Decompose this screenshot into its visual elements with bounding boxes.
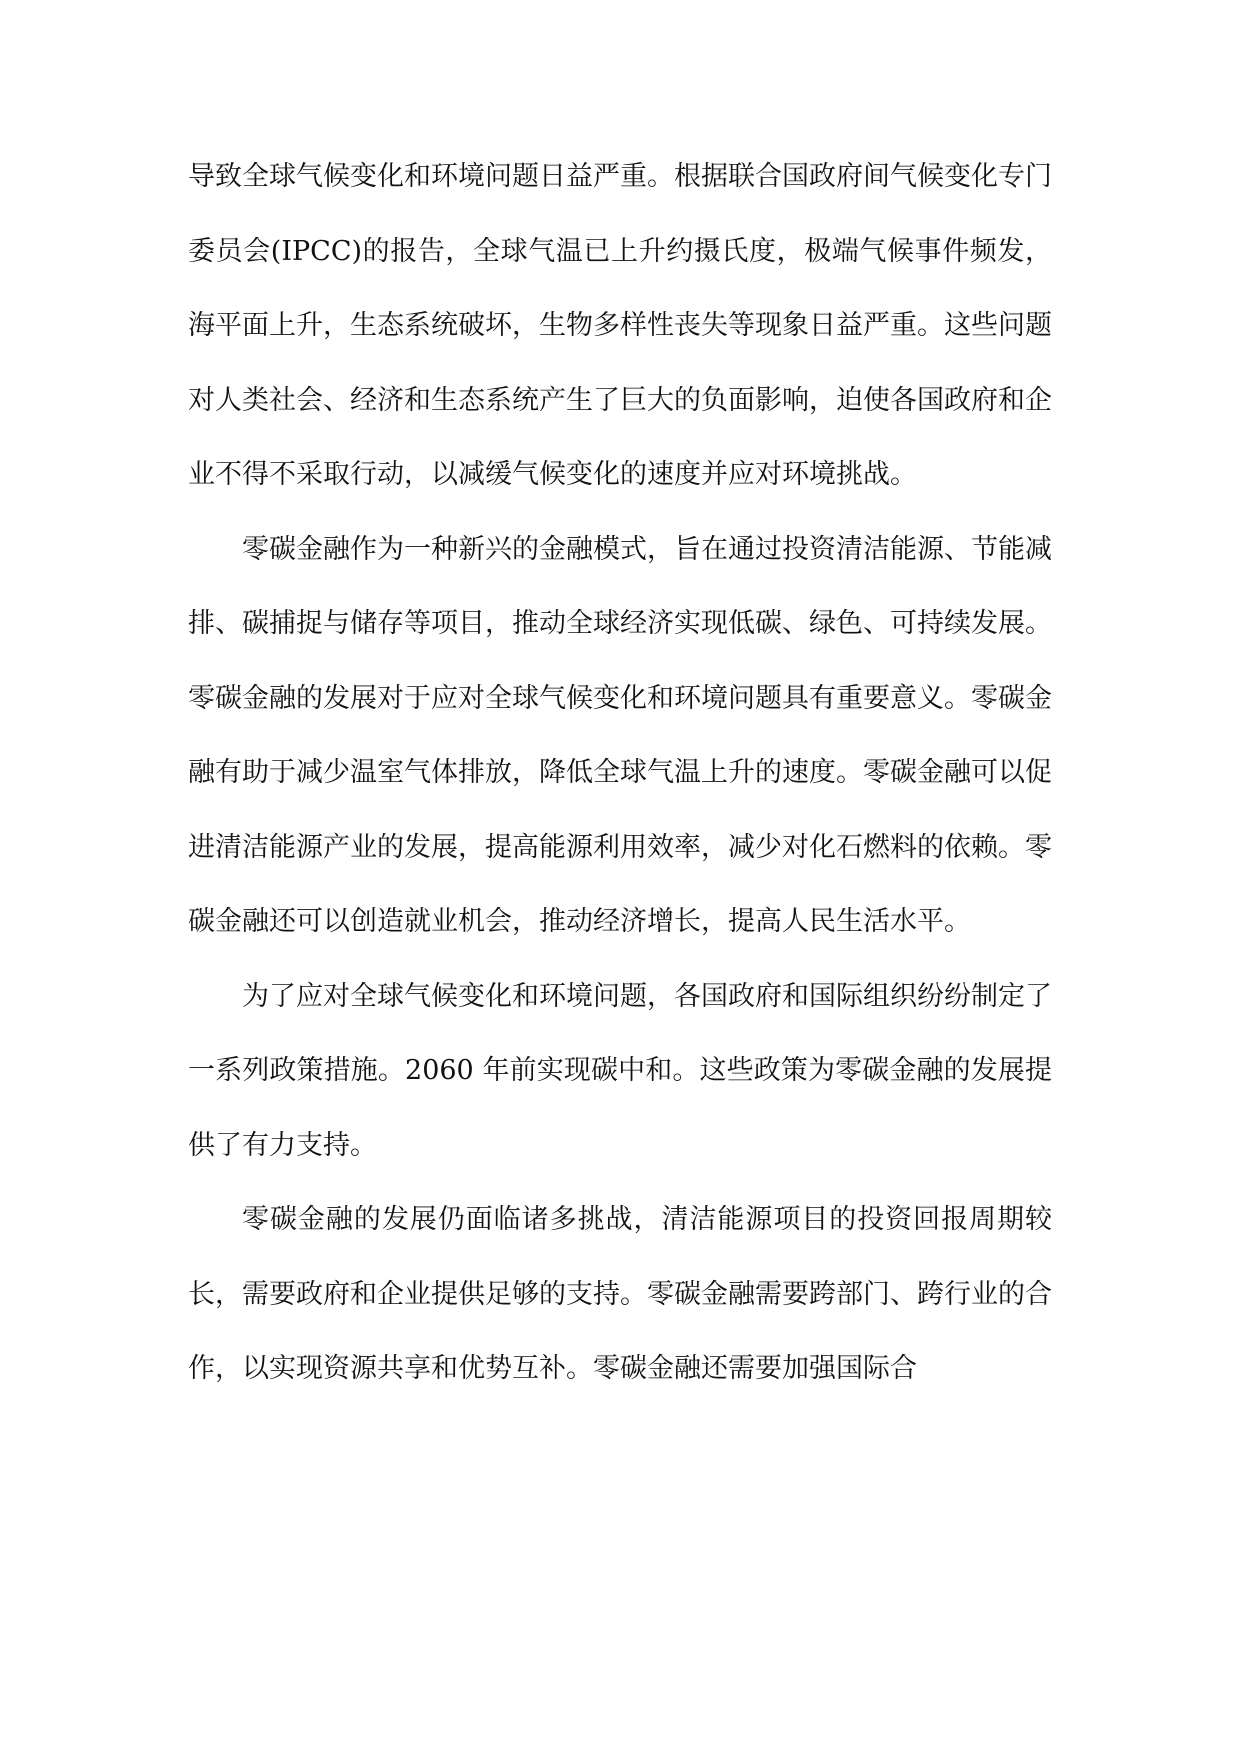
paragraph-3: 为了应对全球气候变化和环境问题，各国政府和国际组织纷纷制定了一系列政策措施。2060 年前实现碳中和。这些政策为零碳金融的发展提供了有力支持。 [188, 980, 1052, 1161]
paragraph-2: 零碳金融作为一种新兴的金融模式，旨在通过投资清洁能源、节能减排、碳捕捉与储存等项目，推动全球经济实现低碳、绿色、可持续发展。零碳金融的发展对于应对全球气候变化和环境问题具有重要意义。零碳金融有助于减少温室气体排放，降低全球气温上升的速度。零碳金融可以促进清洁能源产业的发展，提高能源利用效率，减少对化石燃料的依赖。零碳金融还可以创造就业机会，推动经济增长，提高人民生活水平。 [188, 533, 1052, 937]
document-body [188, 140, 1052, 1407]
paragraph-4: 零碳金融的发展仍面临诸多挑战，清洁能源项目的投资回报周期较长，需要政府和企业提供足够的支持。零碳金融需要跨部门、跨行业的合作，以实现资源共享和优势互补。零碳金融还需要加强国际合 [188, 1204, 1052, 1384]
paragraph-1: 导致全球气候变化和环境问题日益严重。根据联合国政府间气候变化专门委员会(IPCC)的报告，全球气温已上升约摄氏度，极端气候事件频发，海平面上升，生态系统破坏，生物多样性丧失等现象日益严重。这些问题对人类社会、经济和生态系统产生了巨大的负面影响，迫使各国政府和企业不得不采取行动，以减缓气候变化的速度并应对环境挑战。 [188, 161, 1052, 490]
